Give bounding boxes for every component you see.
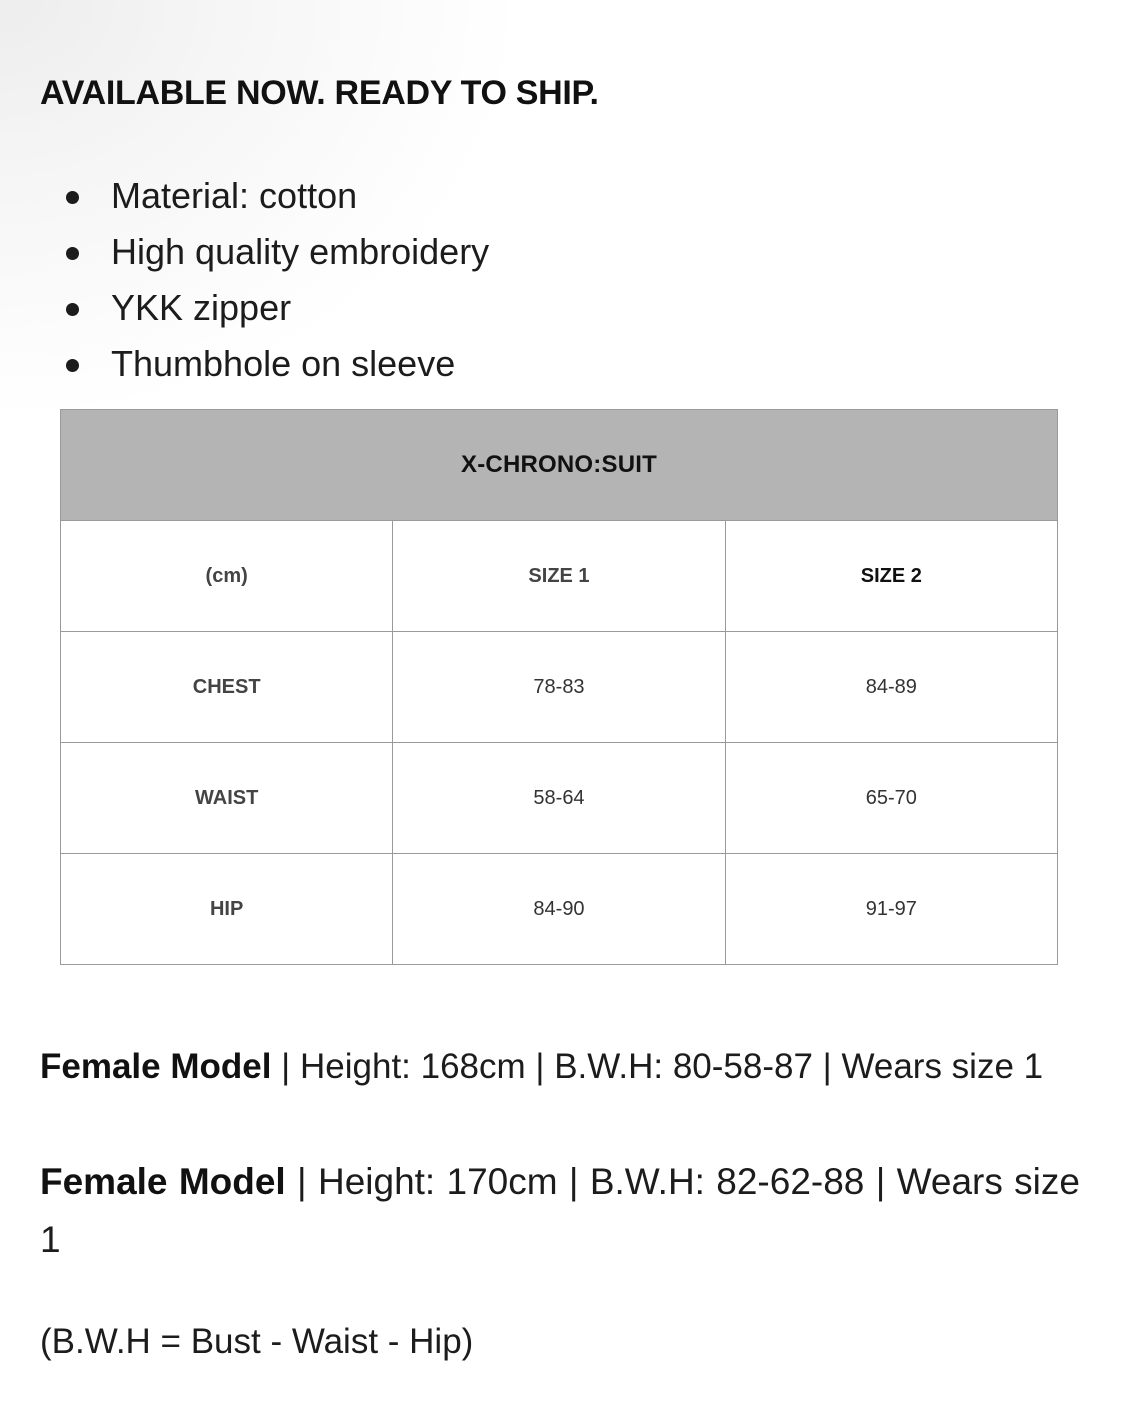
feature-item <box>60 282 489 338</box>
table-cell: 58-64 <box>393 743 725 854</box>
model-info-2 <box>40 1153 1080 1269</box>
table-cell: 78-83 <box>393 632 725 743</box>
table-row <box>61 632 1058 743</box>
feature-text: YKK zipper <box>111 287 292 328</box>
feature-text: Thumbhole on sleeve <box>111 343 456 384</box>
feature-text: High quality embroidery <box>111 231 490 272</box>
model-label: Female Model <box>40 1161 286 1202</box>
table-cell: 84-90 <box>393 854 725 965</box>
measurement-label-hip: HIP <box>61 854 393 965</box>
table-row <box>61 854 1058 965</box>
feature-item <box>60 338 489 394</box>
model-details: | Height: 168cm | B.W.H: 80-58-87 | Wears size 1 <box>271 1047 1044 1086</box>
feature-list <box>60 170 489 394</box>
feature-text: Material: cotton <box>111 175 358 216</box>
feature-item <box>60 226 489 282</box>
bullet-icon <box>66 247 79 260</box>
feature-item <box>60 170 489 226</box>
size-2-header: SIZE 2 <box>725 521 1057 632</box>
model-details: | Height: 170cm | B.W.H: 82-62-88 | Wears size 1 <box>40 1161 1080 1260</box>
table-row <box>61 743 1058 854</box>
size-chart-title-row <box>61 410 1058 521</box>
model-info-1 <box>40 1039 1080 1095</box>
unit-label-cell: (cm) <box>61 521 393 632</box>
table-cell: 91-97 <box>725 854 1057 965</box>
availability-headline: AVAILABLE NOW. READY TO SHIP. <box>40 74 599 112</box>
table-cell: 84-89 <box>725 632 1057 743</box>
size-chart-table <box>60 409 1058 965</box>
size-1-header: SIZE 1 <box>393 521 725 632</box>
bullet-icon <box>66 359 79 372</box>
size-chart-header-row <box>61 521 1058 632</box>
bullet-icon <box>66 191 79 204</box>
size-chart-title: X-CHRONO:SUIT <box>61 410 1058 521</box>
table-cell: 65-70 <box>725 743 1057 854</box>
measurement-label-waist: WAIST <box>61 743 393 854</box>
model-label: Female Model <box>40 1047 272 1086</box>
measurement-label-chest: CHEST <box>61 632 393 743</box>
bwh-footnote: (B.W.H = Bust - Waist - Hip) <box>40 1322 474 1361</box>
bullet-icon <box>66 303 79 316</box>
